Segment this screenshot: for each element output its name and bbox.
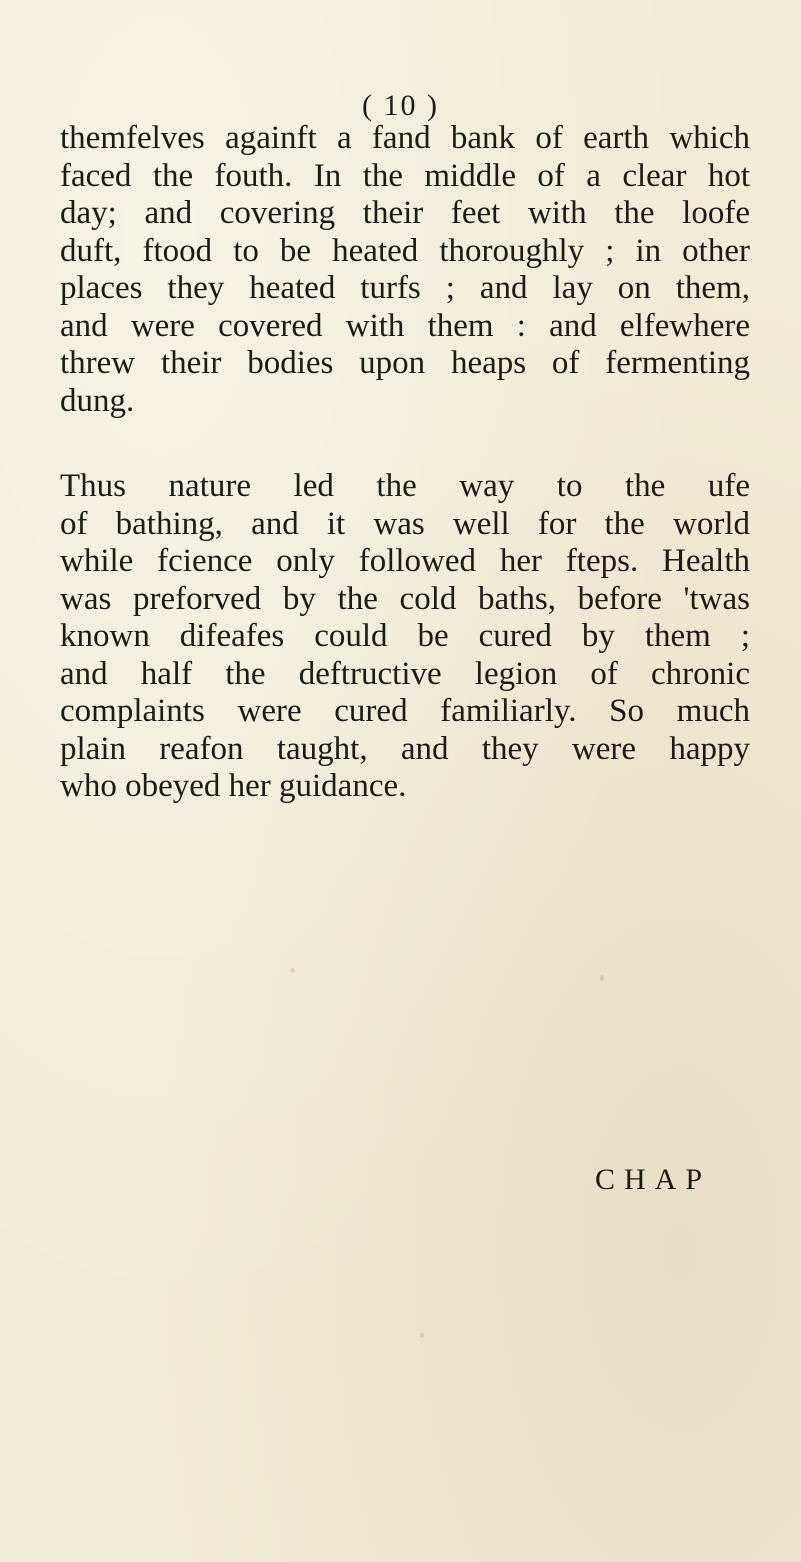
paragraph-1 (60, 120, 750, 420)
text-line: was preforved by the cold baths, before 'twas (60, 580, 750, 617)
text-line: dung. (60, 382, 135, 419)
text-line: threw their bodies upon heaps of fermenting (60, 345, 750, 381)
text-line: complaints were cured familiarly. So much (60, 693, 750, 729)
text-line: plain reafon taught, and they were happy (60, 730, 750, 767)
text-line: known difeafes could be cured by them ; (60, 618, 750, 654)
text-line: Thus nature led the way to the ufe (60, 468, 750, 504)
paper-speck (290, 968, 295, 973)
paper-speck (600, 975, 604, 981)
text-line: themfelves againft a fand bank of earth which (60, 120, 750, 156)
paragraph-2 (60, 468, 750, 806)
text-line: duft, ftood to be heated thoroughly ; in other (60, 232, 750, 269)
text-line: places they heated turfs ; and lay on them, (60, 270, 750, 306)
text-line: and half the deftructive legion of chronic (60, 655, 750, 692)
paper-speck (420, 1333, 424, 1338)
text-line: while fcience only followed her fteps. Health (60, 543, 750, 579)
text-line: day; and covering their feet with the loofe (60, 195, 750, 231)
text-line: who obeyed her guidance. (60, 768, 407, 804)
text-line: and were covered with them : and elfewhere (60, 307, 750, 344)
text-line: of bathing, and it was well for the world (60, 505, 750, 542)
page-number: ( 10 ) (362, 89, 439, 122)
catchword: CHAP (595, 1163, 712, 1196)
text-line: faced the fouth. In the middle of a clear hot (60, 157, 750, 194)
